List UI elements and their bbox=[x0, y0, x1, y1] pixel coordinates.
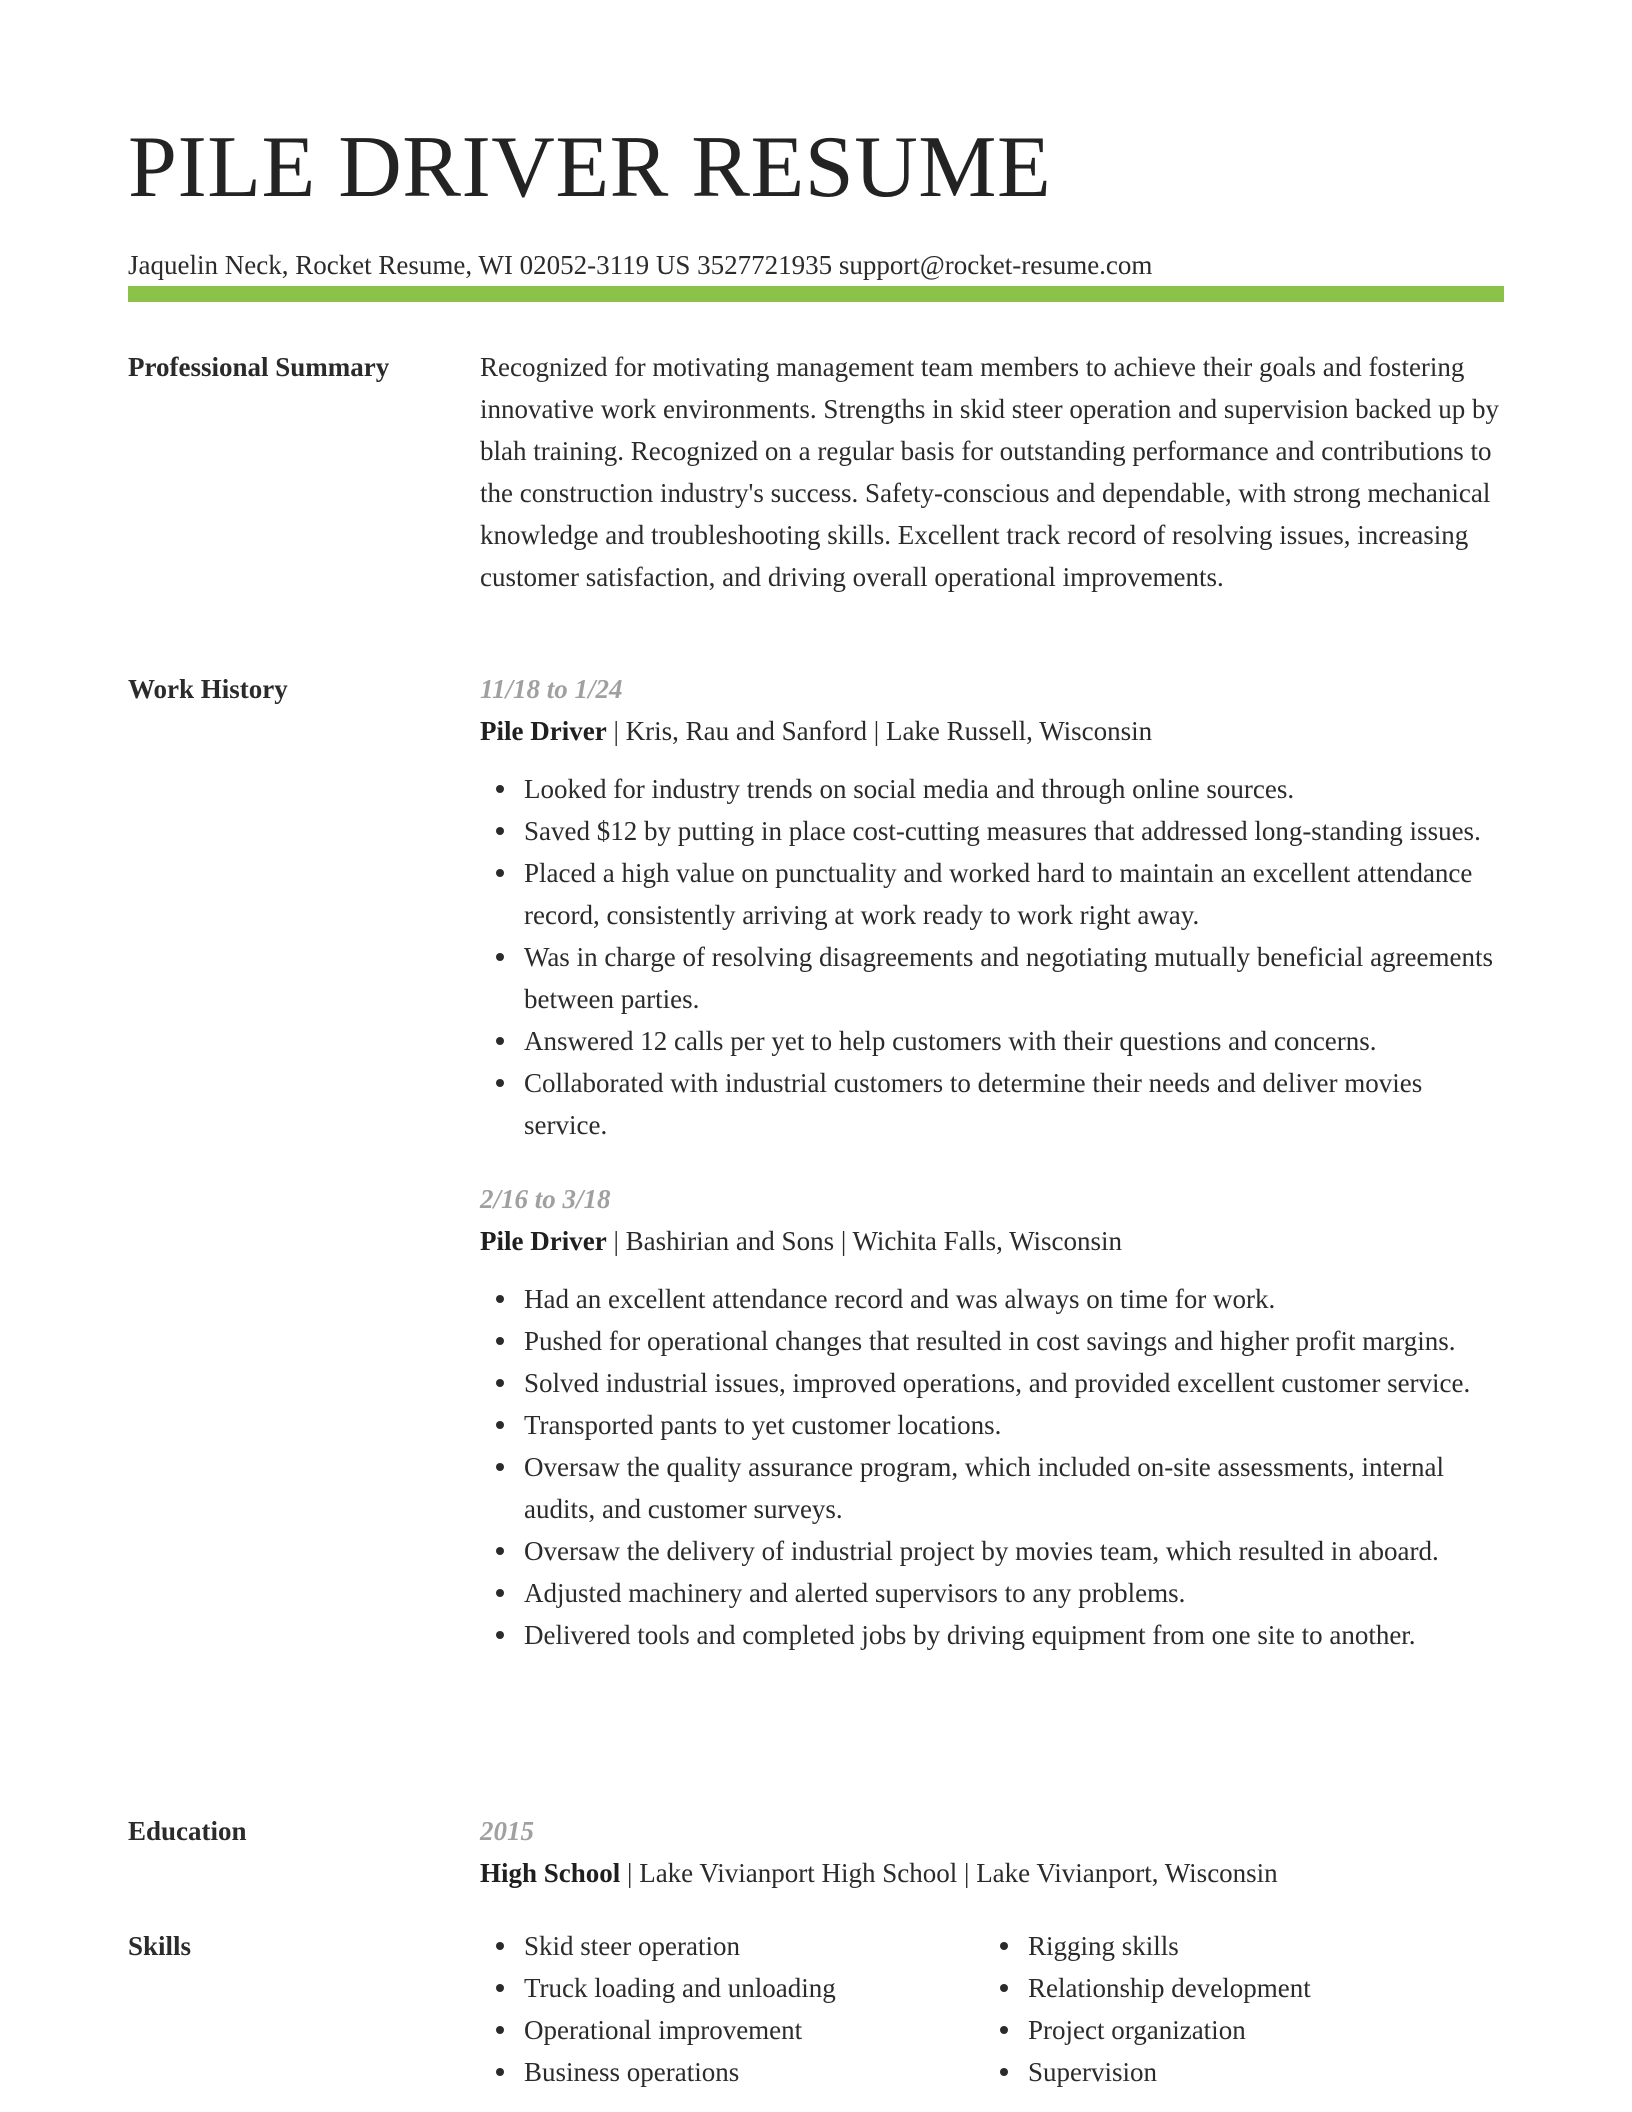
job-employer-location: | Kris, Rau and Sanford | Lake Russell, Wisconsin bbox=[606, 716, 1153, 746]
skill-item: Project organization bbox=[1028, 2009, 1488, 2051]
header-divider bbox=[128, 286, 1504, 302]
job-bullet: Adjusted machinery and alerted supervisors to any problems. bbox=[524, 1572, 1504, 1614]
skills-column-left bbox=[480, 1925, 984, 2093]
summary-text: Recognized for motivating management team members to achieve their goals and fostering innovative work environments. Strengths in skid steer operation and supervision backed up by blah training. Recognized on a regular basis for outstanding performance and contributions to the construction industry's success. Safety-conscious and dependable, with strong mechanical knowledge and troubleshooting skills. Excellent track record of resolving issues, increasing customer satisfaction, and driving overall operational improvements. bbox=[480, 352, 1500, 592]
summary-body bbox=[480, 346, 1504, 598]
job-bullet: Transported pants to yet customer locations. bbox=[524, 1404, 1504, 1446]
skill-item: Relationship development bbox=[1028, 1967, 1488, 2009]
job-dates: 2/16 to 3/18 bbox=[480, 1184, 611, 1214]
job-bullet: Answered 12 calls per yet to help customers with their questions and concerns. bbox=[524, 1020, 1504, 1062]
resume-title: PILE DRIVER RESUME bbox=[128, 119, 1052, 216]
section-label-education: Education bbox=[128, 1816, 247, 1846]
skills-column-right bbox=[984, 1925, 1488, 2093]
job-bullet: Oversaw the quality assurance program, which included on-site assessments, internal audits, and customer surveys. bbox=[524, 1446, 1504, 1530]
contact-line: Jaquelin Neck, Rocket Resume, WI 02052-3119 US 3527721935 support@rocket-resume.com bbox=[128, 250, 1153, 280]
education-degree: High School bbox=[480, 1858, 621, 1888]
job-bullet: Collaborated with industrial customers to determine their needs and deliver movies service. bbox=[524, 1062, 1504, 1146]
skills-list-right bbox=[984, 1925, 1488, 2093]
job-bullets bbox=[480, 1278, 1504, 1656]
job-bullet: Solved industrial issues, improved operations, and provided excellent customer service. bbox=[524, 1362, 1504, 1404]
job-bullet: Oversaw the delivery of industrial project by movies team, which resulted in aboard. bbox=[524, 1530, 1504, 1572]
job-bullet: Looked for industry trends on social media and through online sources. bbox=[524, 768, 1504, 810]
education-body bbox=[480, 1810, 1504, 1894]
job-bullet: Delivered tools and completed jobs by driving equipment from one site to another. bbox=[524, 1614, 1504, 1656]
job-dates: 11/18 to 1/24 bbox=[480, 674, 623, 704]
skill-item: Supervision bbox=[1028, 2051, 1488, 2093]
skill-item: Business operations bbox=[524, 2051, 984, 2093]
job-bullet: Placed a high value on punctuality and worked hard to maintain an excellent attendance record, consistently arriving at work ready to work right away. bbox=[524, 852, 1504, 936]
job-entry bbox=[480, 668, 1504, 1146]
job-bullet: Had an excellent attendance record and was always on time for work. bbox=[524, 1278, 1504, 1320]
job-bullet: Pushed for operational changes that resulted in cost savings and higher profit margins. bbox=[524, 1320, 1504, 1362]
job-bullet: Was in charge of resolving disagreements and negotiating mutually beneficial agreements between parties. bbox=[524, 936, 1504, 1020]
skills-list-left bbox=[480, 1925, 984, 2093]
education-line bbox=[480, 1852, 1504, 1894]
job-title-line bbox=[480, 710, 1504, 752]
job-employer-location: | Bashirian and Sons | Wichita Falls, Wisconsin bbox=[606, 1226, 1123, 1256]
job-bullet: Saved $12 by putting in place cost-cutting measures that addressed long-standing issues. bbox=[524, 810, 1504, 852]
skill-item: Truck loading and unloading bbox=[524, 1967, 984, 2009]
job-title: Pile Driver bbox=[480, 716, 607, 746]
job-entry bbox=[480, 1178, 1504, 1656]
skill-item: Operational improvement bbox=[524, 2009, 984, 2051]
section-label-work-history: Work History bbox=[128, 674, 288, 704]
section-label-summary: Professional Summary bbox=[128, 352, 390, 382]
education-school-location: | Lake Vivianport High School | Lake Vivianport, Wisconsin bbox=[620, 1858, 1278, 1888]
skills-body bbox=[480, 1925, 1504, 2093]
job-title-line bbox=[480, 1220, 1504, 1262]
resume-header bbox=[128, 118, 1504, 282]
work-history-body bbox=[480, 668, 1504, 1686]
job-title: Pile Driver bbox=[480, 1226, 607, 1256]
job-bullets bbox=[480, 768, 1504, 1146]
education-year: 2015 bbox=[480, 1816, 534, 1846]
skill-item: Rigging skills bbox=[1028, 1925, 1488, 1967]
skills-grid bbox=[480, 1925, 1504, 2093]
section-label-skills: Skills bbox=[128, 1931, 192, 1961]
skill-item: Skid steer operation bbox=[524, 1925, 984, 1967]
